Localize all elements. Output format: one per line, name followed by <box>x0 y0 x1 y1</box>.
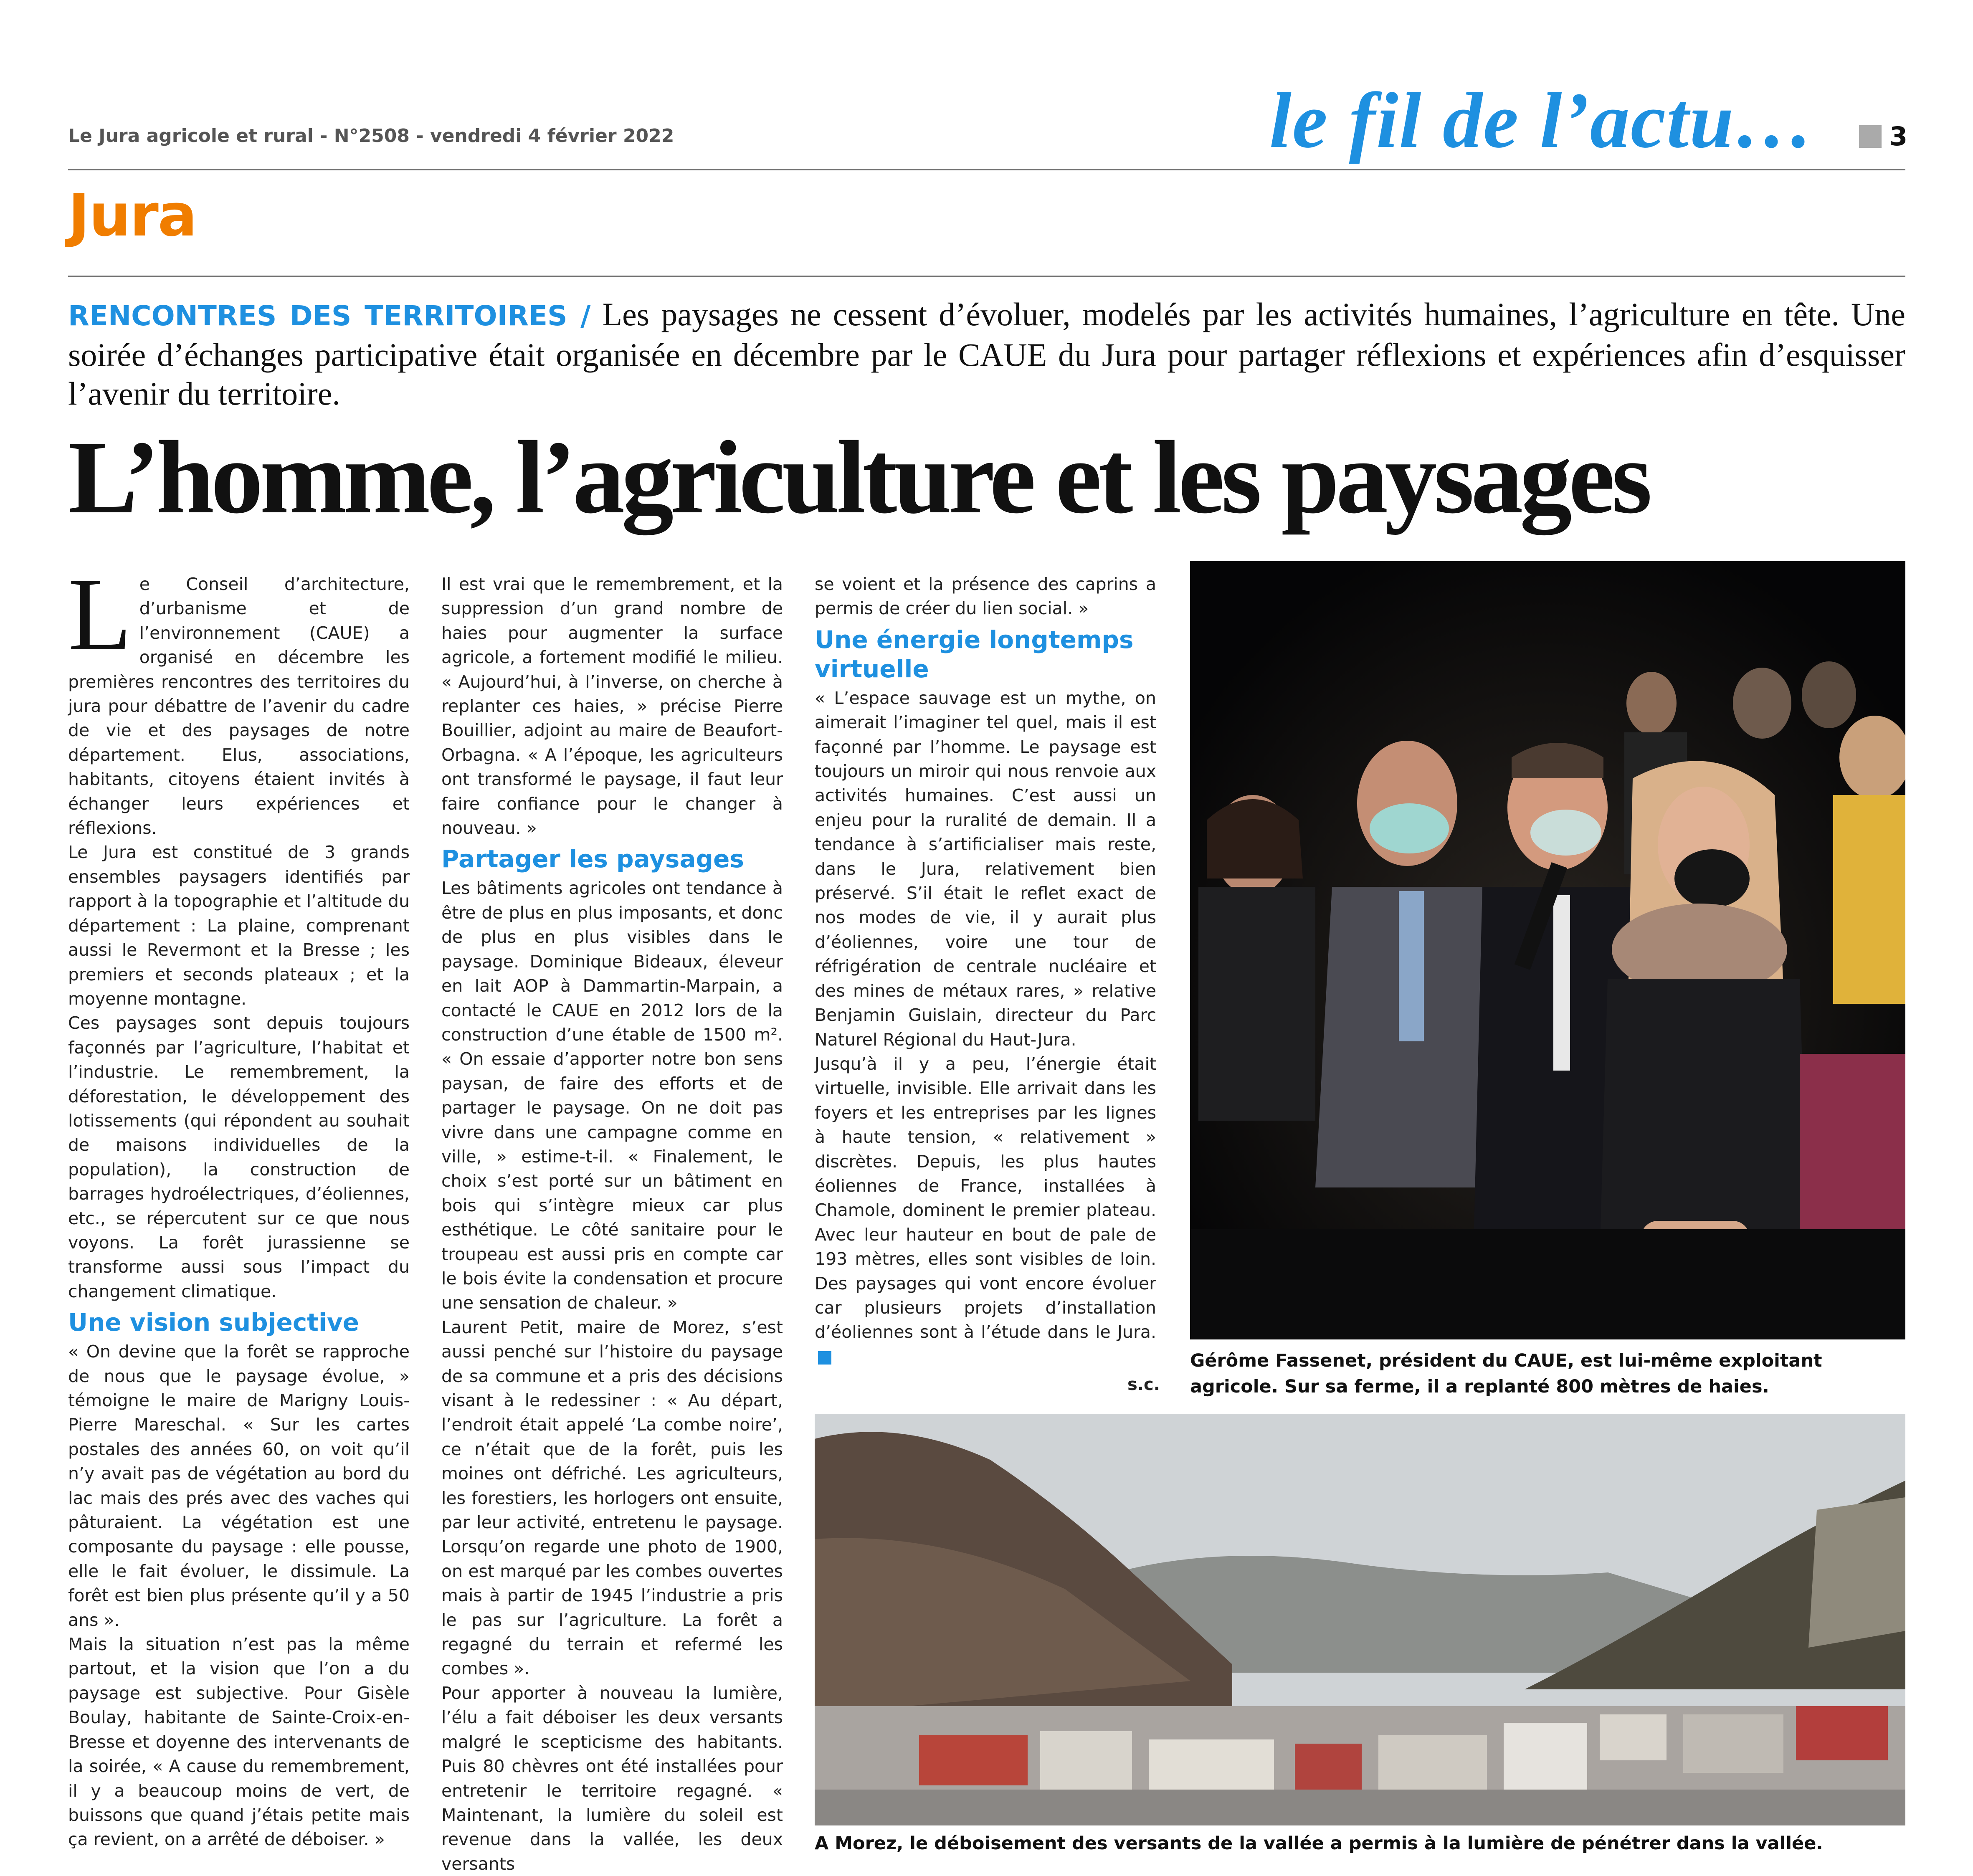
rubric-rule <box>68 276 1905 277</box>
rubric-title: Jura <box>68 182 197 250</box>
paragraph: « L’espace sauvage est un mythe, on aimerait l’imaginer tel quel, mais il est façonné par l’homme. Le paysage est toujours un miroir qui nous renvoie aux activités humaines. C’est aussi un enjeu pour la ruralité de demain. Il a tendance à s’artificialiser mais reste, dans le Jura, relativement bien préservé. S’il était le reflet exact de nos modes de vie, il y aurait plus d’éoliennes, voire une tour de réfrigération de centrale nucléaire et des mines de métaux rares, » relative Benjamin Guislain, directeur du Parc Naturel Régional du Haut-Jura. <box>815 688 1156 1050</box>
audience-photo <box>1190 561 1905 1339</box>
intro-kicker: RENCONTRES DES TERRITOIRES / <box>68 300 591 332</box>
paragraph: Laurent Petit, maire de Morez, s’est aussi penché sur l’histoire du paysage de sa commune et a pris des décisions visant à le redessiner : « Au départ, l’endroit était appelé ‘La combe noire’, ce n’était que de la forêt, puis les moines ont défriché. Les agriculteurs, les forestiers, les horlogers ont ensuite, par leur activité, entretenu le paysage. Lorsqu’on regarde une photo de 1900, on est marqué par les combes ouvertes mais à partir de 1945 l’industrie a pris le pas sur l’agriculture. La forêt a regagné du terrain et refermé les combes ». <box>441 1317 783 1679</box>
intro-text: Les paysages ne cessent d’évoluer, modelés par les activités humaines, l’agriculture en tête. Une soirée d’échanges participative était organisée en décembre par le CAUE du Jura pour partager réflexions et expériences afin d’esquisser l’avenir du territoire. <box>68 296 1905 412</box>
paragraph: Pour apporter à nouveau la lumière, l’élu a fait déboiser les deux versants malgré le scepticisme des habitants. Puis 80 chèvres ont été installées pour entretenir le territoire regagné. « Maintenant, la lumière du soleil est revenue dans la vallée, les deux versants <box>441 1683 783 1874</box>
running-head: Le Jura agricole et rural - N°2508 - vendredi 4 février 2022 <box>68 125 674 147</box>
paragraph: Ces paysages sont depuis toujours façonnés par l’agriculture, l’habitat et l’industrie. Le remembrement, la déforestation, le développement des lotissements (qui répondent au souhait de maisons individuelles de la population), la construction de barrages hydroélectriques, d’éoliennes, etc., se répercutent sur ce que nous voyons. La forêt jurassienne se transforme aussi sous l’impact du changement climatique. <box>68 1013 410 1301</box>
paragraph: Les bâtiments agricoles ont tendance à être de plus en plus imposants, et donc de plus en plus visibles dans le paysage. Dominique Bideaux, éleveur en lait AOP à Dammartin-Marpain, a contacté le CAUE en 2012 lors de la construction d’une étable de 1500 m². « On essaie d’apporter notre bon sens paysan, de faire des efforts et de partager le paysage. On ne doit pas vivre dans une campagne comme en ville, » estime-t-il. « Finalement, le choix s’est porté sur un bâtiment en bois qui s’intègre mieux car plus esthétique. Le côté sanitaire pour le troupeau est aussi pris en compte car le bois évite la condensation et procure une sensation de chaleur. » <box>441 878 783 1313</box>
dropcap: L <box>68 557 132 672</box>
headline: L’homme, l’agriculture et les paysages <box>68 420 1649 535</box>
page-number: 3 <box>1889 121 1908 152</box>
paragraph <box>815 1052 1156 1369</box>
section-title: le fil de l’actu… <box>1269 77 1815 165</box>
paragraph-text: Jusqu’à il y a peu, l’énergie était virtuelle, invisible. Elle arrivait dans les foyers et les entreprises par les lignes à haute tension, « relativement » discrètes. Depuis, les plus hautes éoliennes de France, installées à Chamole, dominent le premier plateau. Avec leur hauteur en bout de pale de 193 mètres, elles sont visibles de loin. Des paysages qui vont encore évoluer car plusieurs projets d’installation d’éoliennes sont à l’étude dans le Jura. <box>815 1053 1156 1342</box>
page-marker <box>1859 125 1882 148</box>
paragraph: Il est vrai que le remembrement, et la suppression d’un grand nombre de haies pour augmenter la surface agricole, a fortement modifié le milieu. « Aujourd’hui, à l’inverse, on cherche à replanter ces haies, » précise Pierre Bouillier, adjoint au maire de Beaufort-Orbagna. « A l’époque, les agriculteurs ont transformé le paysage, il faut leur faire confiance pour le changer à nouveau. » <box>441 574 783 838</box>
valley-photo <box>815 1414 1905 1825</box>
valley-photo-caption: A Morez, le déboisement des versants de la vallée a permis à la lumière de pénétrer dans la vallée. <box>815 1833 1823 1854</box>
paragraph-text: e Conseil d’architecture, d’urbanisme et de l’environnement (CAUE) a organisé en décembre les premières rencontres des territoires du jura pour débattre de l’avenir du cadre de vie et des paysages de notre département. Elus, associations, habitants, citoyens étaient invités à échanger leurs expériences et réflexions. <box>68 574 410 838</box>
paragraph: « On devine que la forêt se rapproche de nous que le paysage évolue, » témoigne le maire de Marigny Louis-Pierre Mareschal. « Sur les cartes postales des années 60, on voit qu’il n’y avait pas de végétation au bord du lac mais des prés avec des vaches qui pâturaient. La végétation est une composante du paysage : elle pousse, elle le fait évoluer, le dissimule. La forêt est bien plus présente qu’il y a 50 ans ». <box>68 1342 410 1630</box>
subheading: Une vision subjective <box>68 1308 360 1337</box>
audience-photo-caption: Gérôme Fassenet, président du CAUE, est lui-même exploitant agricole. Sur sa ferme, il a replanté 800 mètres de haies. <box>1190 1350 1822 1397</box>
paragraph: Mais la situation n’est pas la même partout, et la vision que l’on a du paysage est subjective. Pour Gisèle Boulay, habitante de Sainte-Croix-en-Bresse et doyenne des intervenants de la soirée, « A cause du remembrement, il y a beaucoup moins de vert, de buissons que quand j’étais petite mais ça revient, on a arrêté de déboiser. » <box>68 1634 410 1850</box>
paragraph <box>68 557 410 840</box>
subheading: Une énergie longtemps virtuelle <box>815 625 1134 683</box>
intro-paragraph <box>68 295 1905 413</box>
article-column-1 <box>68 557 410 1852</box>
paragraph: Le Jura est constitué de 3 grands ensembles paysagers identifiés par rapport à la topographie et l’altitude du département : La plaine, comprenant aussi le Revermont et la Bresse ; les premiers et seconds plateaux ; et la moyenne montagne. <box>68 842 410 1009</box>
subheading: Partager les paysages <box>441 845 744 873</box>
paragraph: se voient et la présence des caprins a permis de créer du lien social. » <box>815 574 1156 619</box>
header-rule <box>68 169 1905 170</box>
byline: s.c. <box>1127 1375 1160 1394</box>
article-column-2 <box>441 572 783 1876</box>
end-mark-icon <box>818 1351 831 1365</box>
article-column-3 <box>815 572 1156 1369</box>
